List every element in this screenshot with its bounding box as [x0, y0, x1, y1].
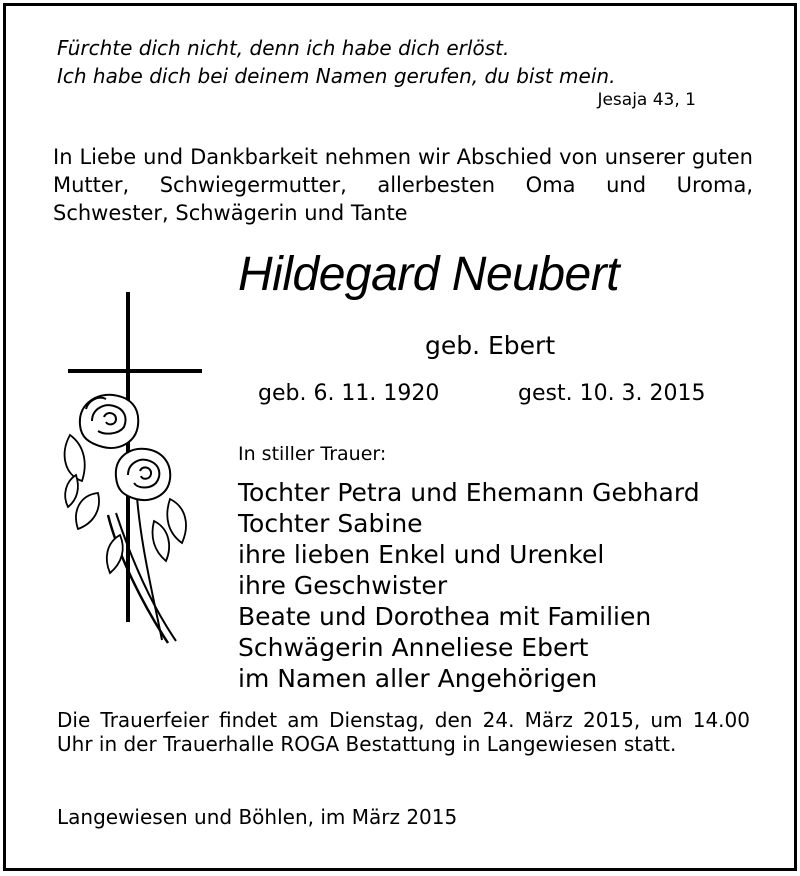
deceased-name: Hildegard Neubert: [238, 248, 620, 301]
mourner-line: ihre lieben Enkel und Urenkel: [238, 540, 605, 569]
place-and-date: Langewiesen und Böhlen, im März 2015: [57, 805, 458, 829]
mourner-line: ihre Geschwister: [238, 571, 448, 600]
mourner-line: Tochter Petra und Ehemann Gebhard: [238, 478, 700, 507]
bible-verse: [57, 34, 615, 90]
mourners-list: [238, 477, 700, 694]
intro-text: In Liebe und Dankbarkeit nehmen wir Abschied von unserer guten Mutter, Schwiegermutter, allerbesten Oma und Uroma, Schwester, Schwägerin und Tante: [53, 145, 753, 225]
birth-date: geb. 6. 11. 1920: [258, 381, 440, 406]
mourning-label: In stiller Trauer:: [238, 443, 387, 465]
bible-verse-line-2: Ich habe dich bei deinem Namen gerufen, du bist mein.: [57, 64, 616, 88]
ceremony-text: Die Trauerfeier findet am Dienstag, den 24. März 2015, um 14.00 Uhr in der Trauerhalle ROGA Bestattung in Langewiesen statt.: [57, 708, 750, 756]
bible-verse-line-1: Fürchte dich nicht, denn ich habe dich erlöst.: [57, 36, 510, 60]
cross-with-roses-icon: [58, 285, 208, 645]
bible-verse-source: Jesaja 43, 1: [597, 90, 696, 110]
mourner-line: Tochter Sabine: [238, 509, 423, 538]
mourner-line: Schwägerin Anneliese Ebert: [238, 633, 589, 662]
mourner-line: Beate und Dorothea mit Familien: [238, 602, 652, 631]
mourner-line: im Namen aller Angehörigen: [238, 664, 598, 693]
death-date: gest. 10. 3. 2015: [518, 381, 706, 406]
birth-name: geb. Ebert: [425, 331, 556, 360]
